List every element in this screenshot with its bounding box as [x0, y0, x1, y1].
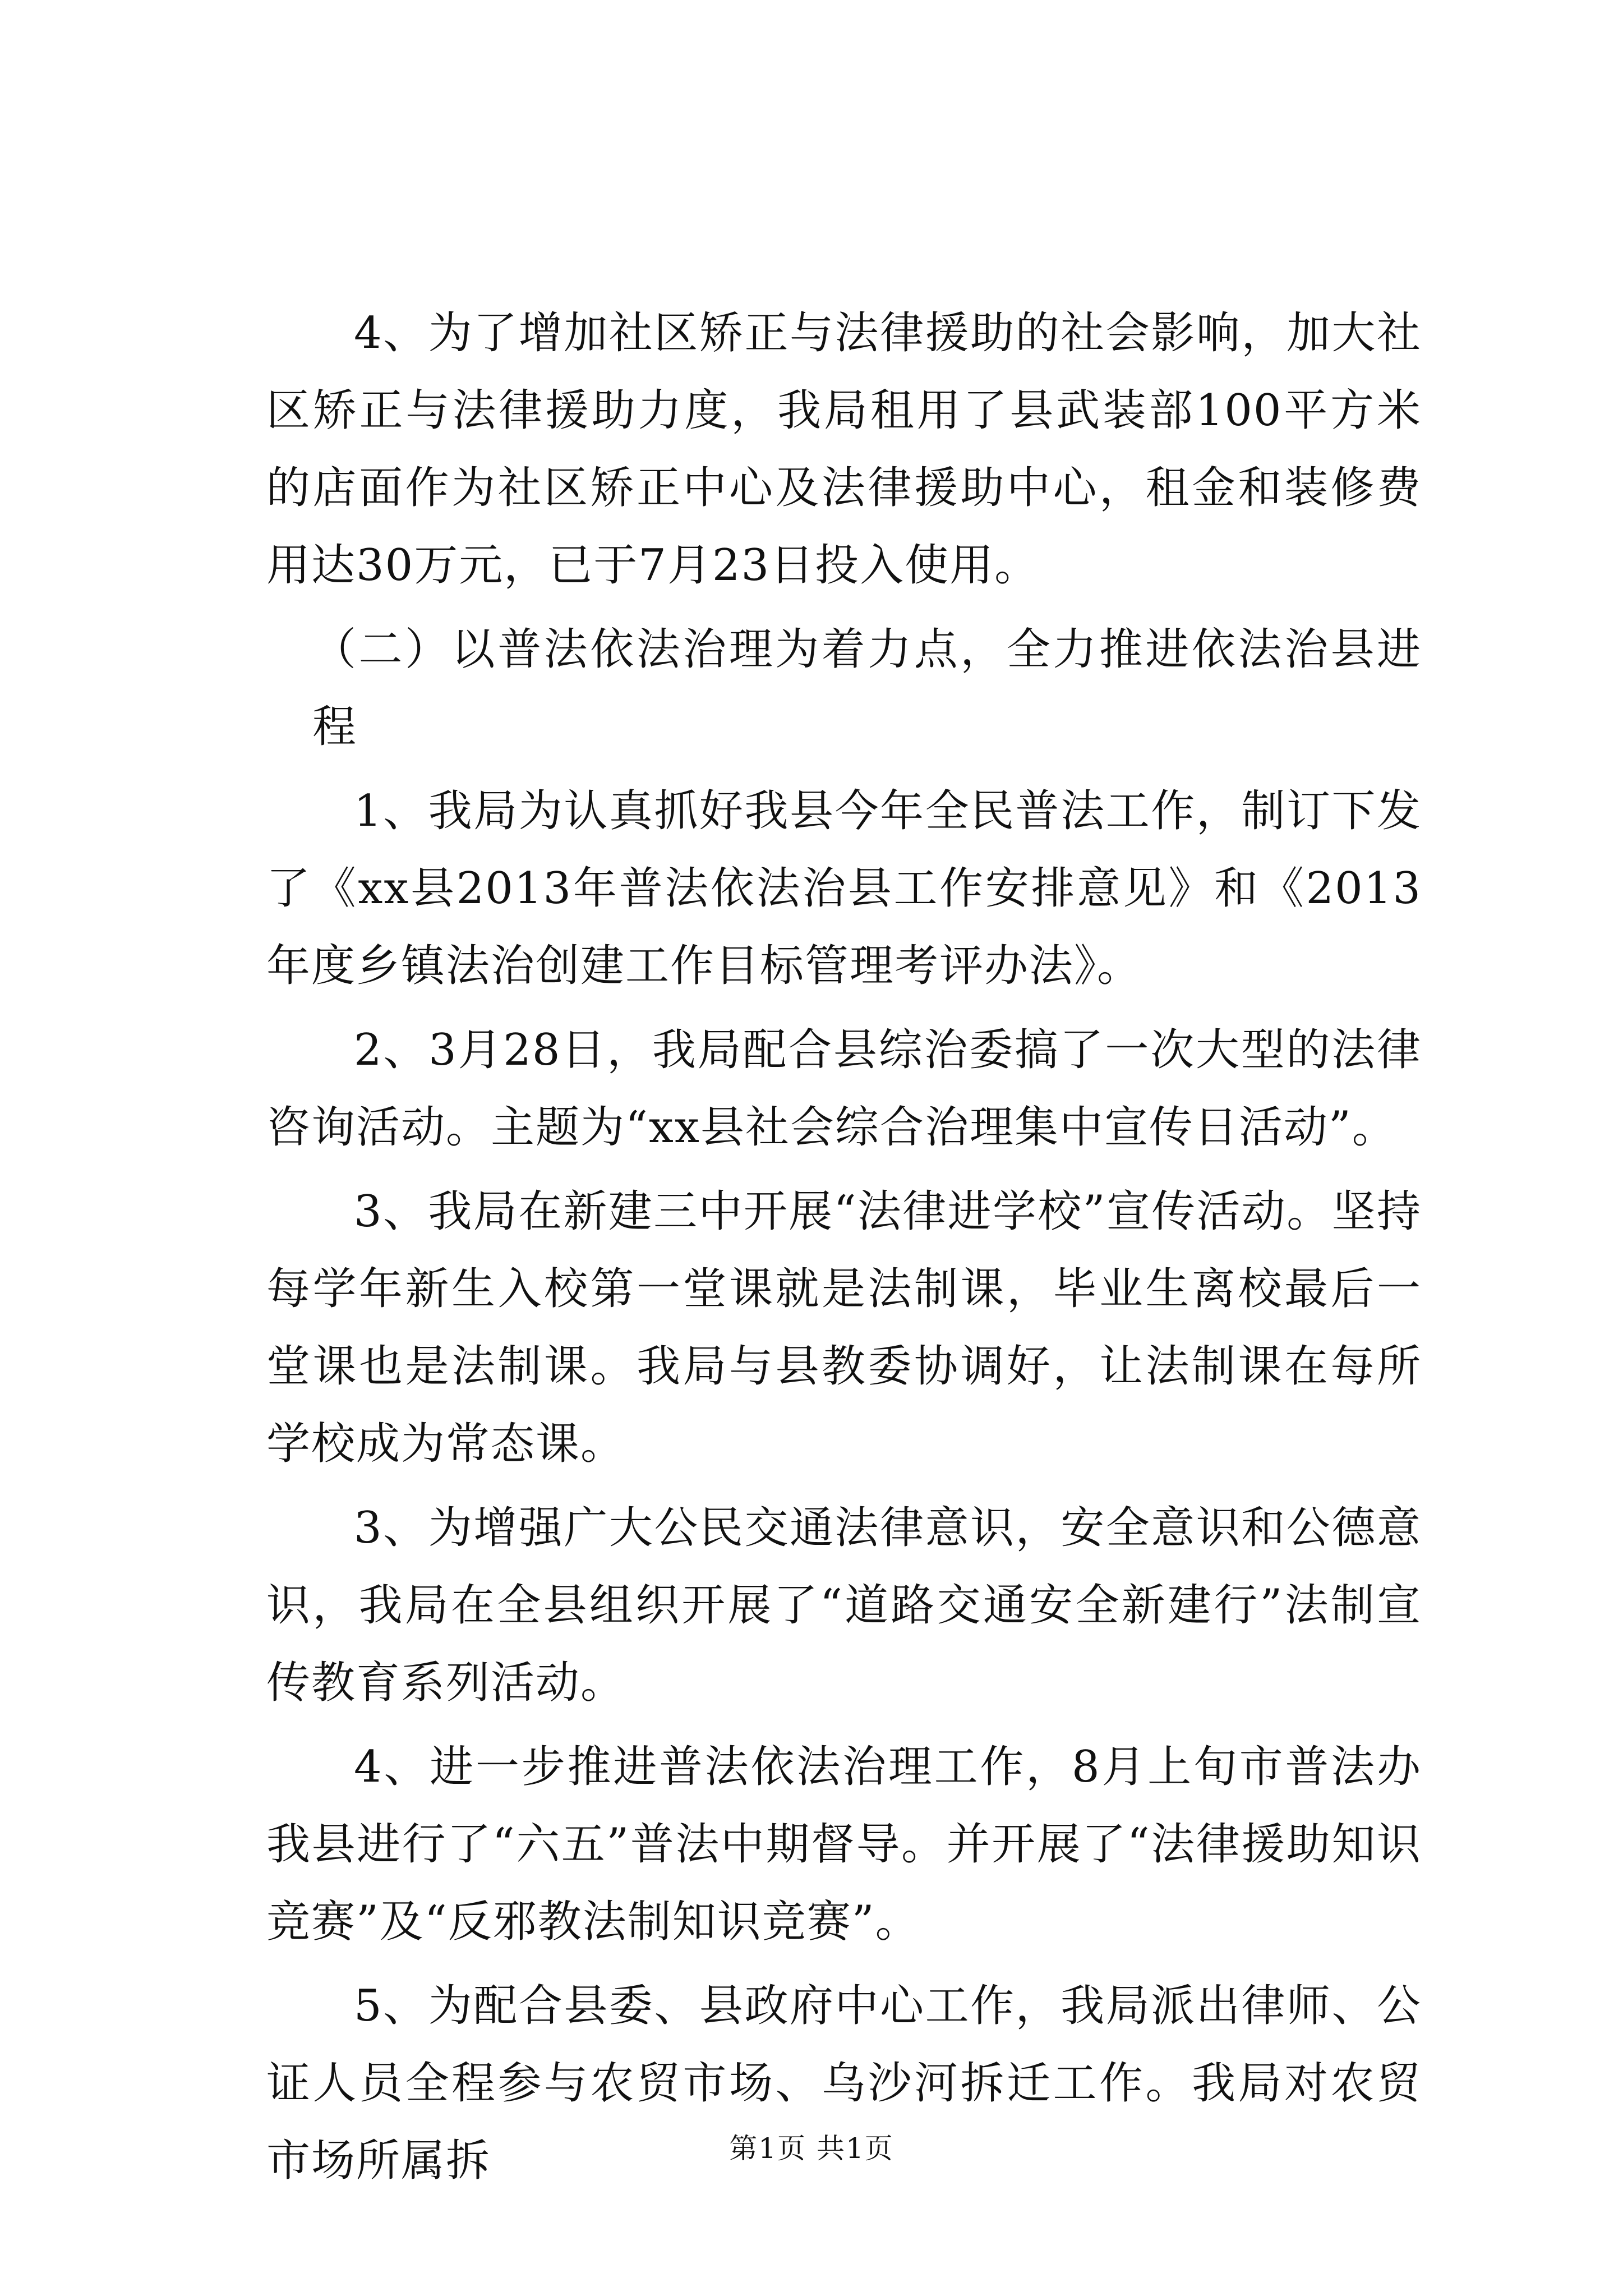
paragraph-law-into-school: 3、我局在新建三中开展“法律进学校”宣传活动。坚持每学年新生入校第一堂课就是法制课，毕业生离校最后一堂课也是法制课。我局与县教委协调好，让法制课在每所学校成为常态课。: [266, 1186, 1422, 1469]
paragraph-legal-work-plan: 1、我局为认真抓好我县今年全民普法工作，制订下发了《xx县2013年普法依法治县工作安排意见》和《2013年度乡镇法治创建工作目标管理考评办法》。: [266, 786, 1422, 991]
paragraph-mid-term-supervision: 4、进一步推进普法依法治理工作，8月上旬市普法办我县进行了“六五”普法中期督导。并开展了“法律援助知识竞赛”及“反邪教法制知识竞赛”。: [266, 1742, 1422, 1947]
paragraph-demolition-work: 5、为配合县委、县政府中心工作，我局派出律师、公证人员全程参与农贸市场、乌沙河拆迁工作。我局对农贸市场所属拆: [266, 1981, 1422, 2186]
section-heading-legal-education: （二）以普法依法治理为着力点，全力推进依法治县进程: [312, 624, 1422, 752]
paragraph-traffic-law-campaign: 3、为增强广大公民交通法律意识，安全意识和公德意识，我局在全县组织开展了“道路交通安全新建行”法制宣传教育系列活动。: [266, 1503, 1422, 1708]
document-body: [266, 295, 1422, 2200]
paragraph-legal-consultation: 2、3月28日，我局配合县综治委搞了一次大型的法律咨询活动。主题为“xx县社会综合治理集中宣传日活动”。: [266, 1025, 1422, 1153]
paragraph-community-correction-center: 4、为了增加社区矫正与法律援助的社会影响，加大社区矫正与法律援助力度，我局租用了县武装部100平方米的店面作为社区矫正中心及法律援助中心，租金和装修费用达30万元，已于7月23日投入使用。: [266, 308, 1422, 591]
page-footer: 第1页 共1页: [729, 2132, 894, 2165]
